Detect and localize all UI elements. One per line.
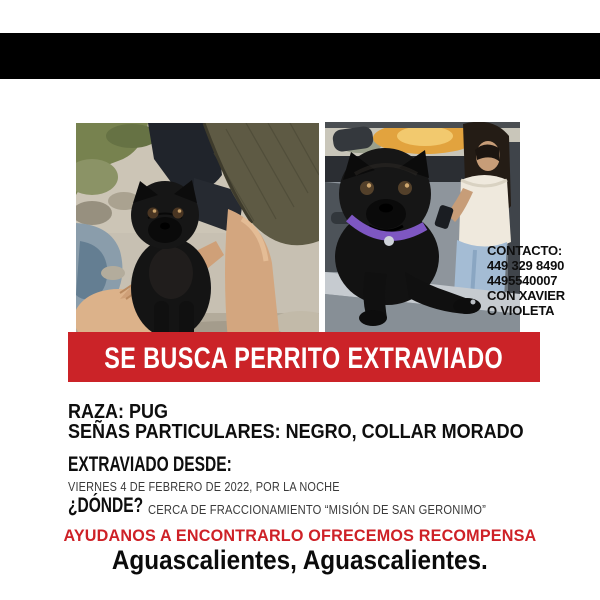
top-black-bar (0, 33, 600, 79)
location-text: Aguascalientes, Aguascalientes. (112, 545, 488, 575)
contact-block (487, 243, 597, 318)
missing-since-label: EXTRAVIADO DESDE: (68, 453, 232, 476)
traits-line: SEÑAS PARTICULARES: NEGRO, COLLAR MORADO (68, 421, 524, 443)
contact-label: CONTACTO: (487, 243, 562, 258)
location-line (0, 545, 600, 576)
where-label: ¿DÓNDE? (68, 494, 144, 517)
where-line (68, 494, 548, 516)
reward-line (0, 526, 600, 546)
headline-text: SE BUSCA PERRITO EXTRAVIADO (104, 341, 504, 375)
pug-on-rocks-illustration (76, 123, 319, 341)
breed-line: RAZA: PUG (68, 401, 168, 423)
headline-banner (68, 332, 540, 382)
where-value: CERCA DE FRACCIONAMIENTO “MISIÓN DE SAN GERONIMO” (148, 502, 487, 517)
contact-name-line-1: CON XAVIER (487, 288, 565, 303)
contact-phone-2: 4495540007 (487, 273, 558, 288)
contact-phone-1: 449 329 8490 (487, 258, 565, 273)
photo-pug-on-rocks (76, 123, 319, 341)
missing-since-value: VIERNES 4 DE FEBRERO DE 2022, POR LA NOCHE (68, 479, 340, 494)
reward-text: AYUDANOS A ENCONTRARLO OFRECEMOS RECOMPENSA (63, 526, 537, 545)
contact-name-line-2: O VIOLETA (487, 303, 555, 318)
collar-tag (384, 236, 394, 246)
